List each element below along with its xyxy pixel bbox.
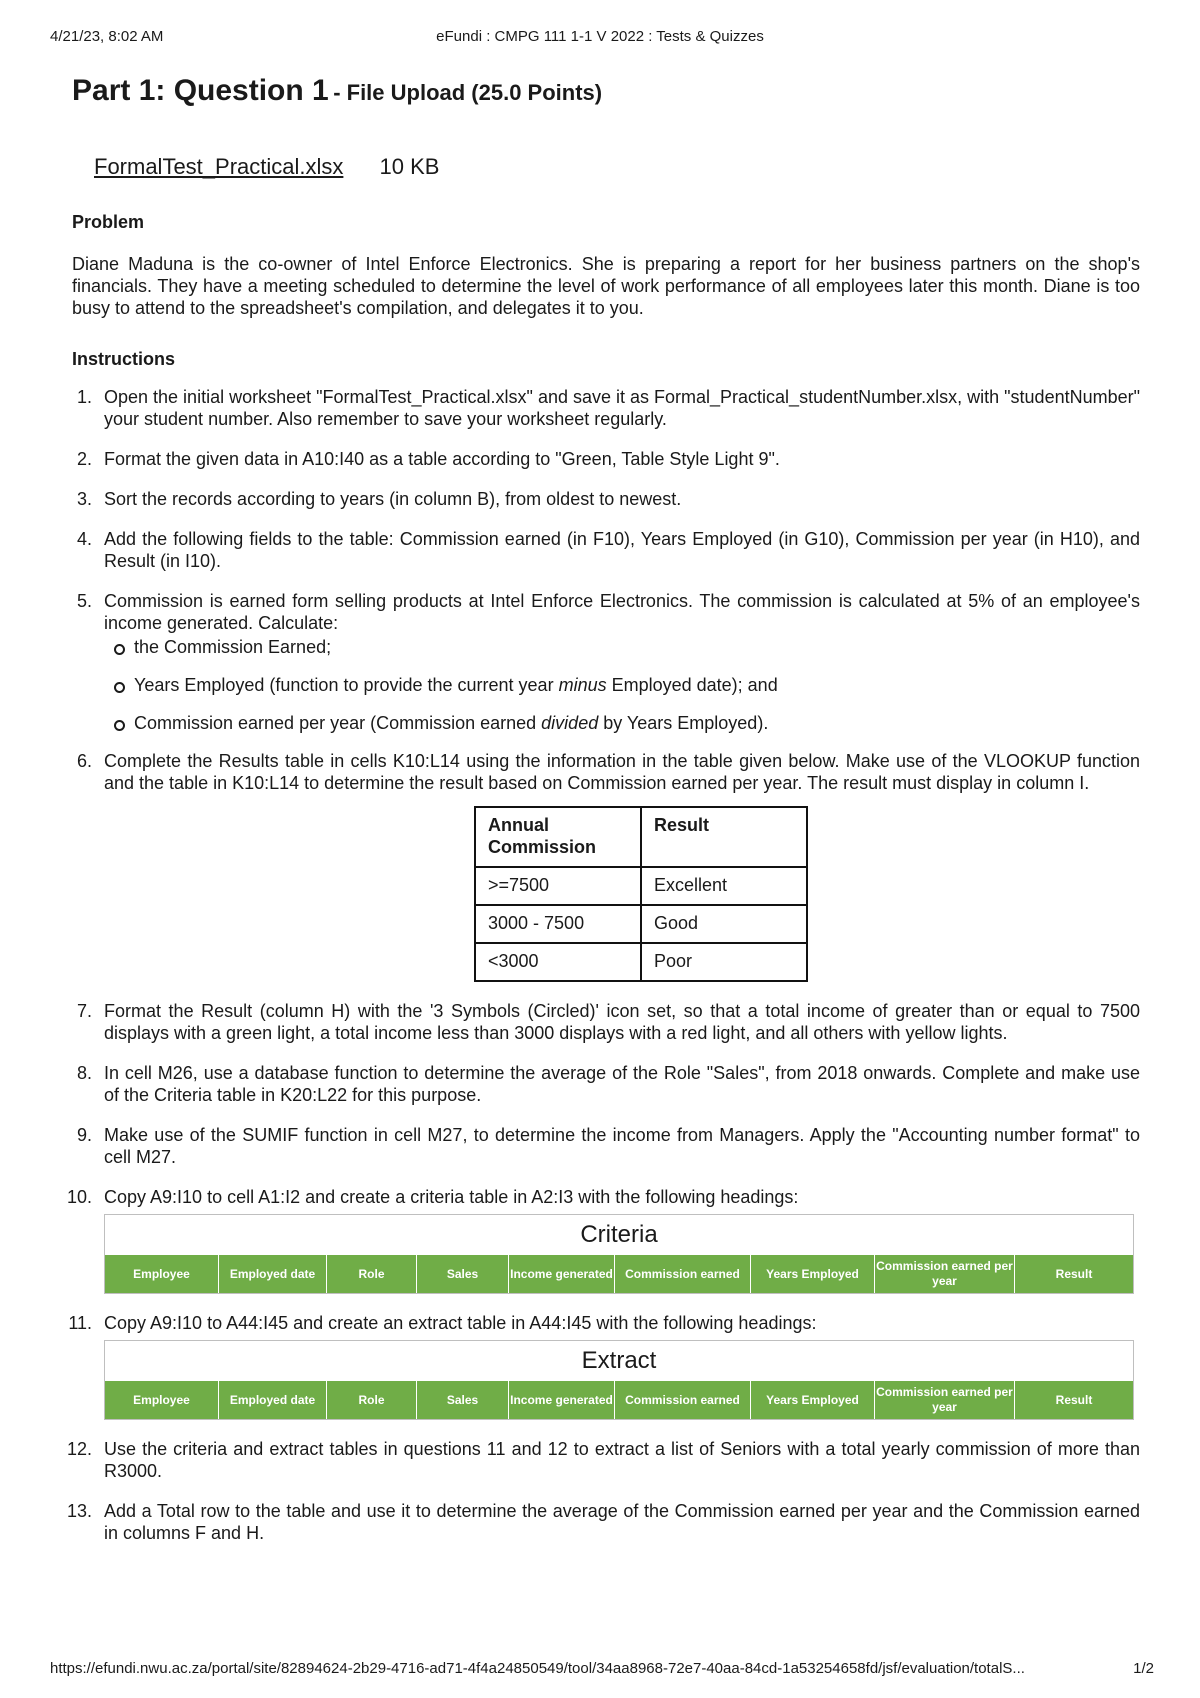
- instruction-number: 5.: [76, 591, 92, 611]
- instruction-number: 7.: [76, 1001, 92, 1021]
- criteria-header-cell: Commission earned: [615, 1255, 751, 1293]
- instruction-text: Add the following fields to the table: Commission earned (in F10), Years Employed (in G10), Commission per year (in H10), and Result (in I10).: [104, 529, 1140, 571]
- instruction-text: Format the Result (column H) with the '3 Symbols (Circled)' icon set, so that a total income of greater than or equal to 7500 displays with a green light, a total income less than 3000 displays with a red light, and all others with yellow lights.: [104, 1001, 1140, 1043]
- criteria-header-cell: Commission earned per year: [875, 1255, 1015, 1293]
- print-page-title: eFundi : CMPG 111 1-1 V 2022 : Tests & Quizzes: [436, 28, 764, 45]
- sub-item-text: Commission earned per year (Commission earned: [134, 713, 542, 733]
- print-url: https://efundi.nwu.ac.za/portal/site/82894624-2b29-4716-ad71-4f4a24850549/tool/34aa8968-72e7-40aa-84cd-1a53254658fd/jsf/evaluation/totalS...: [50, 1660, 1025, 1677]
- instruction-text: Commission is earned form selling products at Intel Enforce Electronics. The commission is calculated at 5% of an employee's income generated. Calculate:: [104, 591, 1140, 633]
- instruction-item: [72, 1062, 1140, 1106]
- instruction-text: Use the criteria and extract tables in questions 11 and 12 to extract a list of Seniors with a total yearly commission of more than R3000.: [104, 1439, 1140, 1481]
- criteria-caption: Criteria: [105, 1215, 1133, 1255]
- results-header-row: [475, 807, 807, 867]
- attachment-link[interactable]: FormalTest_Practical.xlsx: [94, 154, 344, 179]
- question-content: [66, 74, 1140, 1562]
- sub-item: [104, 636, 1140, 658]
- instruction-text: Copy A9:I10 to A44:I45 and create an extract table in A44:I45 with the following headings:: [104, 1313, 817, 1333]
- instruction-item: [66, 1186, 1140, 1294]
- attachment: [94, 154, 1140, 184]
- criteria-header-cell: Income generated: [509, 1255, 615, 1293]
- results-cell: Poor: [641, 943, 807, 981]
- instruction-item: [72, 488, 1140, 510]
- extract-header-cell: Income generated: [509, 1381, 615, 1419]
- results-cell: <3000: [475, 943, 641, 981]
- instruction-item: [72, 386, 1140, 430]
- instruction-text: In cell M26, use a database function to determine the average of the Role "Sales", from 2018 onwards. Complete and make use of the Criteria table in K20:L22 for this purpose.: [104, 1063, 1140, 1105]
- criteria-header-cell: Employee: [105, 1255, 219, 1293]
- instruction-text: Sort the records according to years (in column B), from oldest to newest.: [104, 489, 682, 509]
- instruction-item: [72, 448, 1140, 470]
- instruction-number: 1.: [76, 387, 92, 407]
- instruction-number: 6.: [76, 751, 92, 771]
- criteria-header-cell: Result: [1055, 1266, 1093, 1281]
- extract-header-row: [105, 1381, 1133, 1419]
- instruction-number: 13.: [66, 1501, 92, 1521]
- criteria-header-row: [105, 1255, 1133, 1293]
- sub-item-text: the Commission Earned;: [134, 637, 332, 657]
- instruction-number: 11.: [68, 1313, 92, 1333]
- extract-caption: Extract: [105, 1341, 1133, 1381]
- sub-item-text: Employed date); and: [606, 675, 778, 695]
- instruction-item: [72, 528, 1140, 572]
- instruction-item: [72, 1000, 1140, 1044]
- extract-header-cell: Commission earned per year: [875, 1381, 1015, 1419]
- results-header-cell: Annual Commission: [475, 807, 641, 867]
- instruction-number: 2.: [76, 449, 92, 469]
- instruction-text: Format the given data in A10:I40 as a table according to "Green, Table Style Light 9".: [104, 449, 780, 469]
- instruction-item: [66, 1500, 1140, 1544]
- results-cell: Excellent: [641, 867, 807, 905]
- extract-header-cell: Role: [327, 1381, 417, 1419]
- instruction-item: [72, 590, 1140, 734]
- results-row: [475, 943, 807, 981]
- instruction-sublist: [104, 636, 1140, 734]
- instructions-heading: Instructions: [72, 349, 176, 369]
- instruction-text: Open the initial worksheet "FormalTest_Practical.xlsx" and save it as Formal_Practical_studentNumber.xlsx, with "studentNumber" your student number. Also remember to save your worksheet regularly.: [104, 387, 1140, 429]
- extract-header-cell: Sales: [417, 1381, 509, 1419]
- criteria-header-cell: Years Employed: [751, 1255, 875, 1293]
- instruction-number: 12.: [66, 1439, 92, 1459]
- instruction-text: Add a Total row to the table and use it to determine the average of the Commission earned per year and the Commission earned in columns F and H.: [104, 1501, 1140, 1543]
- results-cell: 3000 - 7500: [475, 905, 641, 943]
- results-table: [474, 806, 808, 982]
- sub-item: [104, 712, 1140, 734]
- instruction-number: 3.: [76, 489, 92, 509]
- attachment-size: 10 KB: [379, 154, 440, 179]
- instruction-item: [72, 750, 1140, 982]
- question-title-main: Part 1: Question 1: [72, 74, 329, 107]
- extract-header-cell: Commission earned: [615, 1381, 751, 1419]
- instruction-text: Copy A9:I10 to cell A1:I2 and create a criteria table in A2:I3 with the following headings:: [104, 1187, 799, 1207]
- instruction-text: Make use of the SUMIF function in cell M27, to determine the income from Managers. Apply the "Accounting number format" to cell M27.: [104, 1125, 1140, 1167]
- extract-header-cell: Employed date: [219, 1381, 327, 1419]
- instruction-number: 9.: [76, 1125, 92, 1145]
- sub-item: [104, 674, 1140, 696]
- print-footer: [0, 1660, 1200, 1680]
- print-page-number: 1/2: [1133, 1660, 1154, 1677]
- sub-item-emphasis: minus: [558, 675, 607, 695]
- question-title: [72, 74, 1140, 124]
- sub-item-text: by Years Employed).: [598, 713, 769, 733]
- results-cell: Good: [641, 905, 807, 943]
- instruction-item: [66, 1438, 1140, 1482]
- problem-text: Diane Maduna is the co-owner of Intel Enforce Electronics. She is preparing a report for her business partners on the shop's financials. They have a meeting scheduled to determine the level of work performance of all employees later this month. Diane is too busy to attend to the spreadsheet's compilation, and delegates it to you.: [72, 254, 1140, 318]
- results-cell: >=7500: [475, 867, 641, 905]
- instructions-list: [66, 386, 1140, 1544]
- criteria-header-cell: Employed date: [219, 1255, 327, 1293]
- print-header: [0, 28, 1200, 48]
- instruction-number: 10.: [66, 1187, 92, 1207]
- instruction-number: 4.: [76, 529, 92, 549]
- sub-item-text: Years Employed (function to provide the current year: [134, 675, 559, 695]
- instruction-text: Complete the Results table in cells K10:L14 using the information in the table given below. Make use of the VLOOKUP function and the table in K10:L14 to determine the result based on Commission earned per year. The result must display in column I.: [104, 751, 1140, 793]
- results-row: [475, 905, 807, 943]
- question-title-sub: - File Upload (25.0 Points): [333, 80, 603, 105]
- problem-heading: Problem: [72, 212, 145, 232]
- print-date: 4/21/23, 8:02 AM: [50, 28, 164, 45]
- sub-item-emphasis: divided: [541, 713, 599, 733]
- results-header-cell: Result: [641, 807, 807, 867]
- criteria-header-cell: Role: [327, 1255, 417, 1293]
- criteria-table: [104, 1214, 1134, 1294]
- instruction-item: [68, 1312, 1140, 1420]
- instruction-number: 8.: [76, 1063, 92, 1083]
- extract-header-cell: Result: [1055, 1392, 1093, 1407]
- criteria-header-cell: Sales: [417, 1255, 509, 1293]
- instruction-item: [72, 1124, 1140, 1168]
- extract-header-cell: Employee: [105, 1381, 219, 1419]
- extract-table: [104, 1340, 1134, 1420]
- results-row: [475, 867, 807, 905]
- extract-header-cell: Years Employed: [751, 1381, 875, 1419]
